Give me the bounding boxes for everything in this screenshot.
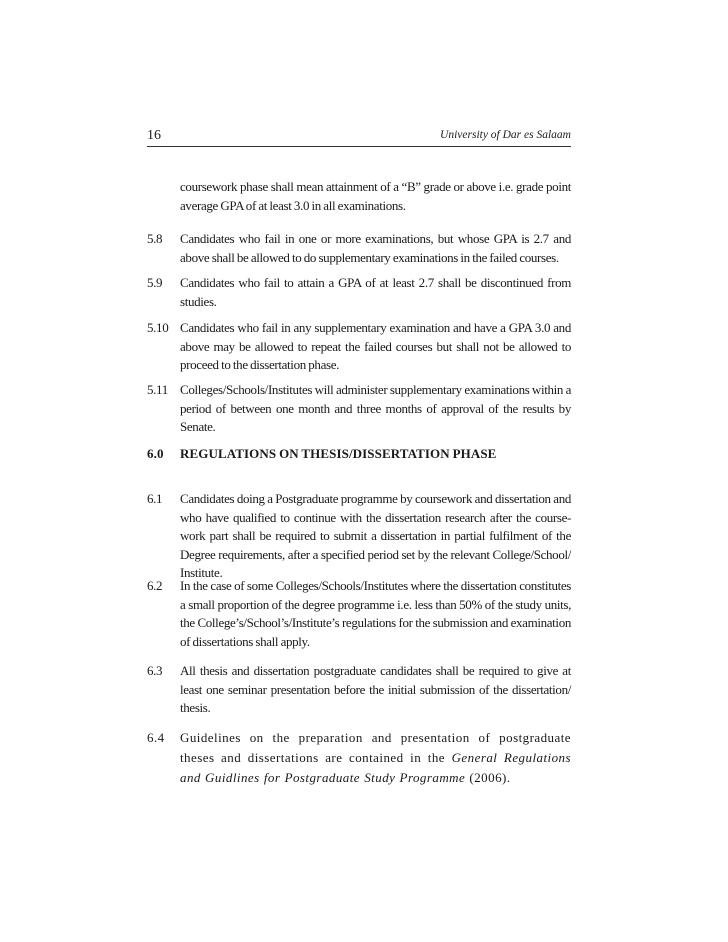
section-number: 5.11 [147,382,168,397]
section-number: 6.2 [147,578,163,593]
section-6-3 [147,662,571,718]
section-text: Colleges/Schools/Institutes will administer supplementary examinations within a period of between one month and three months of approval of the results by Senate. [180,382,571,434]
section-heading: REGULATIONS ON THESIS/DISSERTATION PHASE [180,446,497,461]
section-text: In the case of some Colleges/Schools/Institutes where the dissertation constitutes a small proportion of the degree programme i.e. less than 50% of the study units, the College’s/School’s/Institute’s regulations for the submission and examination of dissertations shall apply. [180,578,571,649]
section-6-1 [147,490,571,583]
section-text: Candidates who fail to attain a GPA of at least 2.7 shall be discontinued from studies. [180,275,571,309]
page-header [147,124,571,146]
section-5-8 [147,230,571,267]
running-head: University of Dar es Salaam [440,129,571,141]
section-5-11 [147,381,571,437]
section-6-0-heading [147,445,571,464]
section-number: 6.3 [147,663,163,678]
header-rule [147,146,571,147]
page-number: 16 [147,128,161,143]
section-number: 6.4 [147,730,165,745]
section-number: 6.1 [147,491,163,506]
section-text: Candidates who fail in any supplementary examination and have a GPA 3.0 and above may be allowed to repeat the failed courses but shall not be allowed to proceed to the dissertation phase. [180,320,571,372]
section-continuation [147,178,571,215]
section-6-2 [147,577,571,651]
section-text-after: (2006). [465,770,511,785]
section-number: 5.8 [147,231,163,246]
section-text: Candidates doing a Postgraduate programme by coursework and dissertation and who have qualified to continue with the dissertation research after the course-work part shall be required to submit a dissertation in partial fulfilment of the Degree requirements, after a specified period set by the relevant College/School/ Institute. [180,491,571,580]
section-text: All thesis and dissertation postgraduate candidates shall be required to give at least one seminar presentation before the initial submission of the dissertation/ thesis. [180,663,571,715]
publication-title: General Regulations and Guidlines for Postgraduate Study Programme [180,750,571,785]
section-number: 5.10 [147,320,169,335]
section-text: Candidates who fail in one or more examinations, but whose GPA is 2.7 and above shall be allowed to do supplementary examinations in the failed courses. [180,231,571,265]
section-number: 5.9 [147,275,163,290]
section-text-before: Guidelines on the preparation and presentation of postgraduate theses and dissertations are contained in the [180,730,571,765]
section-6-4 [147,728,571,788]
section-text: coursework phase shall mean attainment of a “B” grade or above i.e. grade point average GPA of at least 3.0 in all examinations. [180,179,571,213]
section-number: 6.0 [147,446,164,461]
section-5-9 [147,274,571,311]
section-text [180,728,571,788]
section-5-10 [147,319,571,375]
